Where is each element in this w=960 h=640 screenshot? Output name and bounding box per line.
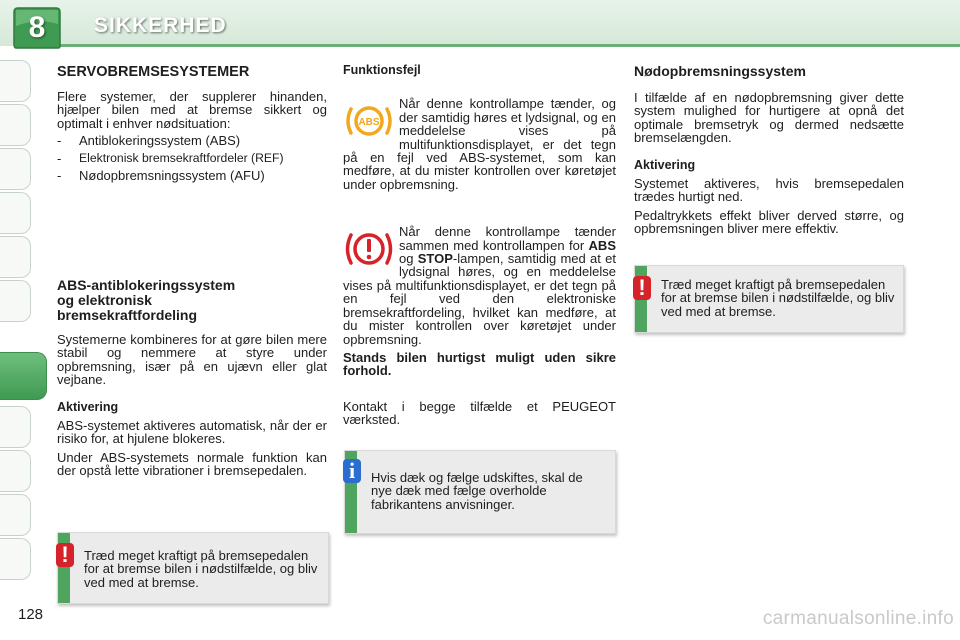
info-note-text: Hvis dæk og fælge udskiftes, skal de nye dæk med fælge overholde fabrikantens anvisninger. [371,470,583,512]
abs-description: Systemerne kombineres for at gøre bilen mere stabil og nemmere at styre under opbremsning, især på en ujævn eller glat vejbane. [57,332,327,388]
chapter-title: SIKKERHED [94,14,227,37]
section-heading-servo: SERVOBREMSESYSTEMER [57,64,250,80]
abs-lamp-label: ABS [358,117,380,129]
chapter-tab-12[interactable] [0,538,31,580]
list-item [57,134,327,147]
chapter-tab-9[interactable] [0,406,31,448]
warning-note-emergency [634,265,904,333]
info-note-tyres [344,450,616,534]
stop-instruction: Stands bilen hurtigst muligt uden sikre forhold. [343,349,616,379]
abs-activation-text-2: Under ABS-systemets normale funktion kan der opstå lette vibrationer i bremsepedalen. [57,449,327,479]
list-item-text: Antiblokeringssystem (ABS) [79,133,241,149]
emergency-activation-text-1: Systemet aktiveres, hvis bremsepedalen trædes hurtigt ned. [634,176,904,205]
column-emergency-braking [634,60,904,236]
warning-note-abs [57,532,329,604]
abs-activation-text-1: ABS-systemet aktiveres automatisk, når der er risiko for, at hjulene blokeres. [57,418,327,447]
servo-list [57,134,327,182]
ref-text-abs: ABS [588,237,616,253]
abs-warning-lamp-icon [343,99,395,143]
malfunction-abs-text: Når denne kontrollampe tænder, og der samtidig høres et lydsignal, og en meddelelse vises på multifunktionsdisplayet, er det tegn på en fejl ved ABS-systemet, som kan medføre, at du mister kontrollen over køretøjet under opbremsning. [343,96,616,192]
chapter-tabs [0,60,32,580]
warning-icon: ! [633,276,651,300]
abs-activation-heading: Aktivering [57,399,119,414]
chapter-tab-1[interactable] [0,60,31,102]
emergency-activation-text-2: Pedaltrykkets effekt bliver derved større, og opbremsningen bliver mere effektiv. [634,207,904,237]
chapter-tab-8-active[interactable] [0,352,47,400]
emergency-activation-heading: Aktivering [634,157,696,172]
chapter-tab-6[interactable] [0,280,31,322]
list-dash: - [57,150,62,166]
malfunction-block-2 [343,225,616,426]
warning-note-text: Træd meget kraftigt på bremsepedalen for at bremse bilen i nødstilfælde, og bliv ved med at bremse. [84,548,318,590]
contact-workshop-text: Kontakt i begge tilfælde et PEUGEOT værksted. [343,398,616,428]
list-item-text: Nødopbremsningssystem (AFU) [79,168,265,184]
list-dash: - [57,133,62,149]
malfunction-heading: Funktionsfejl [343,63,421,77]
warning-note-text: Træd meget kraftigt på bremsepedalen for at bremse bilen i nødstilfælde, og bliv ved med at bremse. [661,277,895,319]
abs-heading-line-3: bremsekraftfordeling [57,307,198,323]
chapter-tab-11[interactable] [0,494,31,536]
chapter-number: 8 [28,11,46,44]
list-item [57,169,327,182]
ref-text-part-c: -lampen, samtidig med at et lydsignal høres, og en meddelelse vises på multifunktionsdisplayet, er det tegn på en fejl ved den elektroniske bremsekraftfordeling, hvilket kan medføre, at du mister kontrollen over køretøjet under opbremsning. [343,251,617,347]
ref-text-stop: STOP [417,251,453,267]
chapter-tab-3[interactable] [0,148,31,190]
list-dash: - [57,168,62,184]
brake-alert-lamp-icon [343,227,395,271]
emergency-description: I tilfælde af en nødopbremsning giver dette system mulighed for hurtigere at opnå det optimale bremsetryk og dermed nedsætte bremselængden. [634,90,904,146]
page-number: 128 [18,606,44,623]
chapter-tab-5[interactable] [0,236,31,278]
warning-icon: ! [56,543,74,567]
info-icon: i [343,459,361,483]
malfunction-block-1 [343,97,616,191]
list-item [57,152,327,165]
column-servo [57,60,327,479]
ref-text-part-b: og [399,251,418,267]
chapter-tab-2[interactable] [0,104,31,146]
chapter-tab-10[interactable] [0,450,31,492]
list-item-text: Elektronisk bremsekraftfordeler (REF) [79,150,284,165]
column-malfunction [343,60,616,427]
abs-heading-line-2: og elektronisk [57,292,152,308]
ref-text-part-a: Når denne kontrollampe tænder sammen med kontrollampen for [399,224,616,253]
chapter-tab-4[interactable] [0,192,31,234]
servo-intro: Flere systemer, der supplerer hinanden, hjælper bilen med at bremse sikkert og optimalt i enhver nødsituation: [57,89,327,131]
watermark: carmanualsonline.info [762,608,954,629]
abs-heading-line-1: ABS-antiblokeringssystem [57,277,236,293]
header-rule [60,44,960,47]
section-heading-emergency: Nødopbremsningssystem [634,63,806,79]
